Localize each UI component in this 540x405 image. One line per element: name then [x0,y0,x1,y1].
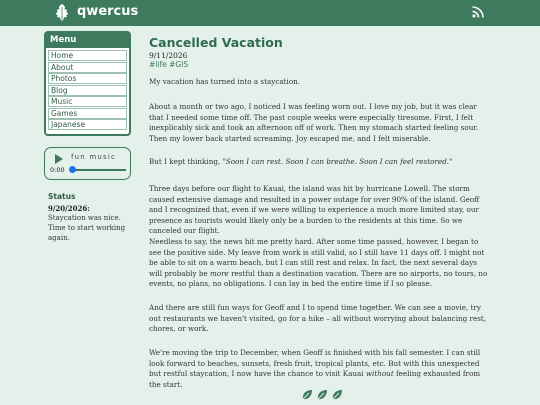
menu-item-about[interactable]: About [48,62,127,73]
post-tags[interactable]: #life #GIS [149,60,189,69]
post-paragraph [149,237,489,290]
post-date: 9/11/2026 [149,51,188,60]
oak-leaf-icon[interactable] [52,3,72,23]
menu-item-blog[interactable]: Blog [48,85,127,96]
menu-item-music[interactable]: Music [48,96,127,107]
rss-icon[interactable] [472,6,484,18]
top-bar [0,0,540,26]
player-seek-knob[interactable] [69,166,76,173]
paragraph-emphasis: more [209,268,229,278]
leaf-icon [301,389,313,401]
menu-item-games[interactable]: Games [48,108,127,119]
site-title[interactable]: qwercus [77,4,139,19]
footer-icons [299,389,359,402]
post-paragraph: My vacation has turned into a staycation. [149,77,301,86]
music-player [44,147,131,180]
paragraph-quote: "Soon I can rest. Soon I can breathe. Soon I can feel restored." [222,157,453,166]
menu-item-photos[interactable]: Photos [48,73,127,84]
paragraph-text: feeling exhausted from the start. [149,369,481,389]
paragraph-text: Needless to say, the news hit me pretty hard. After some time passed, however, I began to see the positive side. My leave from work is still valid, so I still have 11 days off. I might not be able to sit on a warm beach, but I can still rest and relax. In fact, the next several days will probably be [149,237,485,278]
play-icon[interactable] [55,154,63,164]
leaf-icon [331,389,343,401]
post-paragraph [149,157,489,168]
post-paragraph [149,348,489,390]
player-seek-track[interactable] [72,169,126,171]
post-paragraph: And there are still fun ways for Geoff and I to spend time together. We can see a movie, try out restaurants we haven't visited, go for a hike – all without worrying about balancing rest, chores, or work. [149,303,487,333]
paragraph-emphasis: without [365,369,394,378]
paragraph-lead: But I kept thinking, [149,157,223,166]
post-paragraph: Three days before our flight to Kauai, the island was hit by hurricane Lowell. The storm caused extensive damage and resulted in a power outage for over 90% of the island. Geoff and I recognized that, even if we were willing to experience a much more limited stay, our presence as tourists would likely only be a burden to the residents at this time. So we canceled our flight. [149,184,480,235]
paragraph-text: restful than a destination vacation. There are no airports, no tours, no events, no plans, no obligations. I can lay in bed the entire time if I so please. [149,268,488,288]
menu-item-japanese[interactable]: Japanese [48,119,127,130]
menu-title: Menu [50,35,77,45]
player-title: fun music [71,153,117,161]
post-paragraph: About a month or two ago, I noticed I was feeling worn out. I love my job, but it was clear that I needed some time off. The past couple weeks were especially tiresome. First, I felt inexplicably sick and took an afternoon off of work. Then my stomach started feeling sour. Then my lower back started screaming. Joy escaped me, and I felt miserable. [149,102,479,143]
menu-box [44,31,131,136]
status-heading: Status [48,192,76,201]
post-title: Cancelled Vacation [149,35,283,50]
menu-list [46,48,129,134]
paragraph-text: We're moving the trip to December, when Geoff is finished with his fall semester. I can still look forward to beaches, sunsets, fresh fruit, tropical plants, etc. But with this unexpected but restful staycation, I now have the chance to visit Kauai [149,348,481,378]
status-date: 9/20/2026: [48,204,90,213]
player-time: 0:00 [50,166,65,174]
menu-item-home[interactable]: Home [48,50,127,61]
leaf-icon [316,389,328,401]
status-text: Staycation was nice. Time to start working again. [48,214,126,242]
